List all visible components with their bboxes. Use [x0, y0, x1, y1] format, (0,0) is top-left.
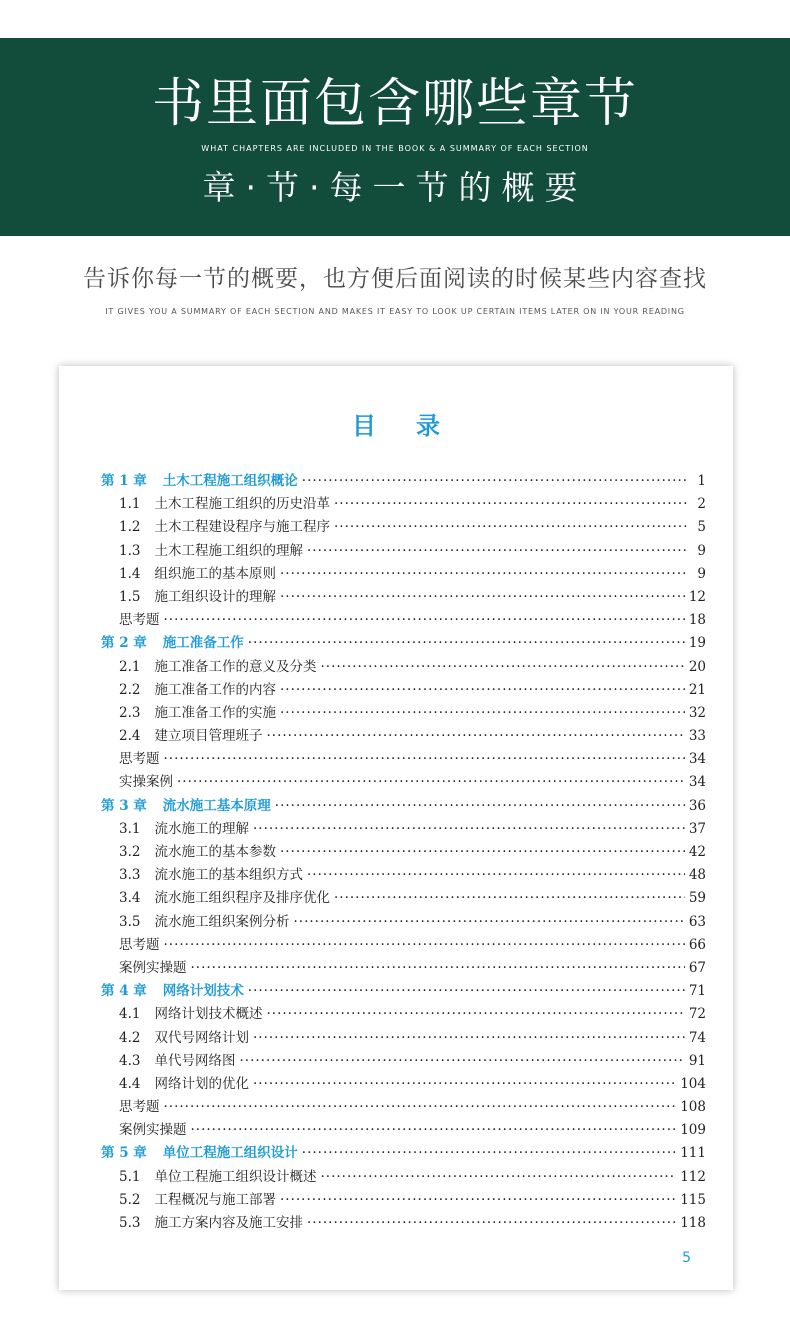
- toc-entry-title: 流水施工组织案例分析: [154, 913, 290, 930]
- dot-leader: [164, 1096, 677, 1119]
- dot-leader: [275, 795, 685, 818]
- toc-entry-page: 9: [697, 542, 706, 559]
- toc-entry-number: 3.3: [119, 867, 141, 884]
- toc-entry-page: 42: [688, 844, 706, 860]
- toc-entry-title: 案例实操题: [119, 959, 187, 976]
- toc-entry-page: 20: [688, 658, 706, 675]
- banner-title: 书里面包含哪些章节: [151, 74, 638, 134]
- dot-leader: [253, 818, 685, 841]
- toc-entry-title: 施工准备工作的实施: [154, 704, 276, 721]
- toc-entry-number: 4.2: [119, 1029, 141, 1046]
- dot-leader: [334, 516, 688, 539]
- dot-leader: [293, 911, 684, 934]
- toc-entry-page: 34: [688, 751, 706, 768]
- toc-chapter-row: [101, 1142, 706, 1165]
- toc-section-row: [101, 1073, 706, 1096]
- toc-extra-row: [101, 1096, 706, 1119]
- toc-heading: 目录: [352, 411, 480, 440]
- toc-entry-number: 2.4: [119, 728, 141, 745]
- toc-entry-page: 1: [697, 473, 706, 489]
- banner-subtitle-english: WHAT CHAPTERS ARE INCLUDED IN THE BOOK & A SUMMARY OF EACH SECTION: [201, 144, 589, 153]
- toc-entry-page: 19: [688, 635, 706, 652]
- toc-section-row: [101, 841, 706, 864]
- toc-entry-page: 108: [680, 1099, 706, 1116]
- dot-leader: [239, 1050, 684, 1073]
- page-number: 5: [682, 1250, 691, 1266]
- toc-page: [59, 366, 733, 1290]
- toc-entry-page: 9: [697, 565, 706, 582]
- toc-entry-number: 1.3: [119, 542, 141, 559]
- dot-leader: [164, 748, 685, 771]
- toc-entry-number: 1.1: [119, 496, 141, 513]
- dot-leader: [280, 702, 685, 725]
- toc-entry-title: 流水施工的理解: [154, 820, 249, 837]
- toc-entry-title: 网络计划技术: [162, 983, 244, 1000]
- toc-chapter-row: [101, 980, 706, 1003]
- toc-section-row: [101, 864, 706, 887]
- toc-entry-page: 109: [680, 1122, 706, 1139]
- toc-entry-number: 3.5: [119, 913, 141, 930]
- toc-entry-number: 3.1: [119, 820, 141, 837]
- toc-entry-page: 63: [688, 913, 706, 930]
- toc-entry-number: 1.5: [119, 588, 141, 605]
- toc-entry-number: 3.2: [119, 844, 141, 860]
- toc-entry-page: 118: [680, 1215, 706, 1231]
- toc-extra-row: [101, 1119, 706, 1142]
- toc-section-row: [101, 563, 706, 586]
- toc-section-row: [101, 725, 706, 748]
- toc-entry-number: 5.1: [119, 1168, 141, 1185]
- toc-entry-page: 32: [688, 704, 706, 721]
- toc-entry-title: 建立项目管理班子: [154, 728, 263, 745]
- dot-leader: [334, 887, 685, 910]
- toc-list: [101, 470, 706, 1235]
- toc-section-row: [101, 516, 706, 539]
- dot-leader: [164, 609, 685, 632]
- toc-entry-page: 72: [688, 1006, 706, 1023]
- toc-section-row: [101, 1212, 706, 1235]
- toc-entry-page: 37: [688, 820, 706, 837]
- toc-entry-page: 18: [688, 612, 706, 629]
- toc-entry-title: 网络计划的优化: [154, 1075, 249, 1092]
- toc-entry-number: 5.2: [119, 1191, 141, 1208]
- toc-entry-number: 3.4: [119, 890, 141, 907]
- toc-entry-title: 土木工程建设程序与施工程序: [154, 519, 330, 536]
- dot-leader: [248, 980, 685, 1003]
- toc-entry-number: 1.4: [119, 565, 141, 582]
- toc-entry-page: 74: [688, 1029, 706, 1046]
- toc-entry-page: 21: [688, 681, 706, 698]
- toc-entry-title: 单位工程施工组织设计概述: [154, 1168, 317, 1185]
- dot-leader: [280, 586, 685, 609]
- toc-entry-title: 工程概况与施工部署: [154, 1191, 276, 1208]
- dot-leader: [164, 934, 685, 957]
- toc-entry-page: 2: [697, 496, 706, 513]
- dot-leader: [307, 864, 685, 887]
- toc-entry-number: 第 3 章: [101, 797, 147, 814]
- toc-entry-number: 4.1: [119, 1006, 141, 1023]
- toc-extra-row: [101, 748, 706, 771]
- toc-entry-title: 单代号网络图: [154, 1052, 236, 1069]
- toc-entry-title: 施工方案内容及施工安排: [154, 1215, 303, 1231]
- toc-entry-page: 91: [688, 1052, 706, 1069]
- toc-entry-page: 67: [688, 959, 706, 976]
- dot-leader: [307, 1212, 676, 1235]
- toc-entry-number: 第 5 章: [101, 1145, 147, 1162]
- dot-leader: [191, 1119, 677, 1142]
- toc-section-row: [101, 493, 706, 516]
- toc-entry-page: 5: [697, 519, 706, 536]
- toc-entry-title: 流水施工的基本组织方式: [154, 867, 303, 884]
- toc-entry-title: 思考题: [119, 1099, 160, 1116]
- toc-entry-title: 流水施工基本原理: [162, 797, 271, 814]
- toc-section-row: [101, 586, 706, 609]
- toc-entry-number: 第 1 章: [101, 473, 147, 489]
- toc-section-row: [101, 887, 706, 910]
- toc-entry-title: 实操案例: [119, 774, 173, 791]
- toc-entry-number: 2.1: [119, 658, 141, 675]
- dot-leader: [320, 656, 684, 679]
- toc-section-row: [101, 679, 706, 702]
- toc-entry-page: 112: [680, 1168, 706, 1185]
- toc-extra-row: [101, 771, 706, 794]
- toc-entry-title: 土木工程施工组织的理解: [154, 542, 303, 559]
- toc-entry-title: 组织施工的基本原则: [154, 565, 276, 582]
- dot-leader: [266, 1003, 684, 1026]
- toc-section-row: [101, 1027, 706, 1050]
- toc-entry-number: 2.2: [119, 681, 141, 698]
- toc-chapter-row: [101, 632, 706, 655]
- toc-entry-title: 流水施工组织程序及排序优化: [154, 890, 330, 907]
- toc-entry-title: 施工准备工作的意义及分类: [154, 658, 317, 675]
- dot-leader: [280, 1189, 676, 1212]
- toc-section-row: [101, 540, 706, 563]
- toc-section-row: [101, 818, 706, 841]
- dot-leader: [266, 725, 684, 748]
- toc-entry-page: 104: [680, 1075, 706, 1092]
- toc-entry-title: 思考题: [119, 612, 160, 629]
- toc-entry-title: 流水施工的基本参数: [154, 844, 276, 860]
- toc-section-row: [101, 1189, 706, 1212]
- toc-entry-number: 2.3: [119, 704, 141, 721]
- toc-entry-title: 思考题: [119, 936, 160, 953]
- toc-extra-row: [101, 609, 706, 632]
- toc-entry-number: 第 4 章: [101, 983, 147, 1000]
- dot-leader: [280, 841, 685, 864]
- dot-leader: [177, 771, 685, 794]
- tagline-english: IT GIVES YOU A SUMMARY OF EACH SECTION AND MAKES IT EASY TO LOOK UP CERTAIN ITEMS LATER ON IN YOUR READING: [105, 307, 685, 316]
- toc-section-row: [101, 1050, 706, 1073]
- toc-entry-page: 71: [688, 983, 706, 1000]
- dot-leader: [334, 493, 688, 516]
- dot-leader: [253, 1027, 685, 1050]
- toc-entry-page: 36: [688, 797, 706, 814]
- toc-entry-title: 土木工程施工组织概论: [162, 473, 298, 489]
- toc-entry-page: 12: [688, 588, 706, 605]
- toc-entry-title: 网络计划技术概述: [154, 1006, 263, 1023]
- toc-entry-title: 土木工程施工组织的历史沿革: [154, 496, 330, 513]
- toc-entry-page: 111: [680, 1145, 706, 1162]
- toc-entry-page: 59: [688, 890, 706, 907]
- toc-entry-title: 案例实操题: [119, 1122, 187, 1139]
- toc-entry-title: 双代号网络计划: [154, 1029, 249, 1046]
- toc-chapter-row: [101, 470, 706, 493]
- toc-entry-title: 思考题: [119, 751, 160, 768]
- toc-section-row: [101, 702, 706, 725]
- toc-extra-row: [101, 934, 706, 957]
- toc-chapter-row: [101, 795, 706, 818]
- toc-entry-page: 66: [688, 936, 706, 953]
- toc-entry-title: 施工组织设计的理解: [154, 588, 276, 605]
- dot-leader: [320, 1166, 676, 1189]
- dot-leader: [191, 957, 685, 980]
- dot-leader: [307, 540, 688, 563]
- dot-leader: [302, 1142, 676, 1165]
- toc-entry-page: 33: [688, 728, 706, 745]
- dot-leader: [280, 563, 688, 586]
- tagline: 告诉你每一节的概要，也方便后面阅读的时候某些内容查找: [83, 266, 707, 292]
- toc-entry-title: 施工准备工作的内容: [154, 681, 276, 698]
- toc-entry-page: 34: [688, 774, 706, 791]
- toc-entry-page: 48: [688, 867, 706, 884]
- header-banner: [0, 38, 790, 236]
- dot-leader: [253, 1073, 676, 1096]
- toc-entry-number: 1.2: [119, 519, 141, 536]
- toc-entry-title: 施工准备工作: [162, 635, 244, 652]
- toc-section-row: [101, 656, 706, 679]
- toc-section-row: [101, 911, 706, 934]
- toc-entry-number: 4.3: [119, 1052, 141, 1069]
- dot-leader: [248, 632, 685, 655]
- dot-leader: [280, 679, 685, 702]
- toc-extra-row: [101, 957, 706, 980]
- banner-subtitle: 章·节·每一节的概要: [202, 168, 588, 207]
- toc-entry-title: 单位工程施工组织设计: [162, 1145, 298, 1162]
- toc-entry-number: 第 2 章: [101, 635, 147, 652]
- dot-leader: [302, 470, 688, 493]
- toc-section-row: [101, 1166, 706, 1189]
- toc-entry-number: 5.3: [119, 1215, 141, 1231]
- toc-section-row: [101, 1003, 706, 1026]
- toc-entry-page: 115: [680, 1191, 706, 1208]
- toc-entry-number: 4.4: [119, 1075, 141, 1092]
